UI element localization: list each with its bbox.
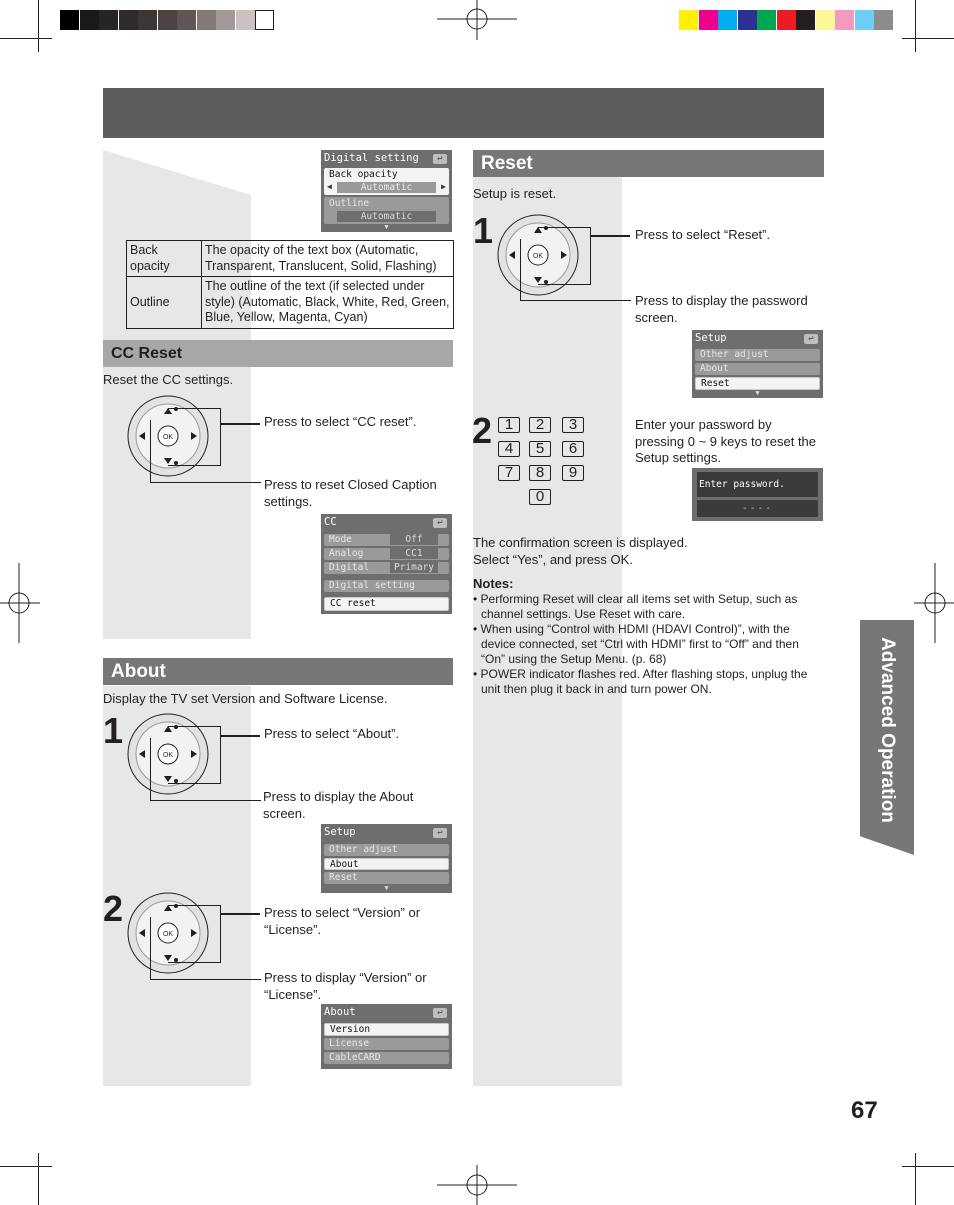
page-number: 67 (851, 1097, 878, 1124)
reset-heading: Reset (473, 150, 824, 177)
page-header-bar (103, 88, 824, 138)
cc-reset-item[interactable]: CC reset (324, 597, 449, 611)
about-step1-select: Press to select “About”. (264, 726, 400, 741)
password-prompt: Enter password. (697, 472, 818, 497)
callout-line (520, 239, 631, 301)
back-icon: ↩ (433, 518, 447, 528)
color-swatch (197, 10, 216, 30)
color-swatch (216, 10, 235, 30)
other-adjust-item[interactable]: Other adjust (695, 349, 820, 361)
item-label: Digital (329, 562, 370, 573)
color-swatch (679, 10, 698, 30)
callout-line (150, 917, 261, 980)
item-label: Mode (329, 534, 352, 545)
back-opacity-label: Back opacity (329, 169, 398, 180)
cablecard-item[interactable]: CableCARD (324, 1052, 449, 1064)
callout-line (150, 420, 261, 483)
cc-mode-item[interactable] (324, 534, 449, 546)
step-number: 1 (473, 210, 494, 251)
about-menu (321, 1004, 452, 1069)
menu-title: Setup (324, 826, 356, 838)
menu-title: Digital setting (324, 152, 419, 164)
note-text: Performing Reset will clear all items set with Setup, such as channel settings. Use Reset with care. (480, 592, 798, 621)
option-desc: The outline of the text (if selected under style) (Automatic, Black, White, Red, Green, Blue, Yellow, Magenta, Cyan) (202, 277, 454, 329)
color-swatch (757, 10, 776, 30)
scroll-down-icon: ▼ (384, 884, 389, 892)
back-icon: ↩ (433, 1008, 447, 1018)
key-8[interactable]: 8 (529, 465, 551, 481)
back-icon: ↩ (433, 154, 447, 164)
color-swatch (80, 10, 99, 30)
table-row (127, 277, 454, 329)
back-icon: ↩ (433, 828, 447, 838)
cc-reset-text: Press to reset Closed Caption settings. (264, 477, 437, 509)
cc-reset-heading: CC Reset (103, 340, 453, 367)
notes-heading: Notes: (473, 576, 514, 591)
outline-label: Outline (329, 198, 370, 209)
reset-step1-select: Press to select “Reset”. (635, 227, 771, 242)
scroll-down-icon: ▼ (755, 389, 760, 397)
confirm-line-1: The confirmation screen is displayed. (473, 535, 688, 550)
list-item: • Performing Reset will clear all items set with Setup, such as channel settings. Use Reset with care. (473, 592, 798, 621)
cc-select-text: Press to select “CC reset”. (264, 414, 417, 429)
key-4[interactable]: 4 (498, 441, 520, 457)
key-7[interactable]: 7 (498, 465, 520, 481)
list-item: • POWER indicator flashes red. After flashing stops, unplug the unit then plug it back in and turn power ON. (473, 667, 808, 696)
digital-setting-item[interactable]: Digital setting (324, 580, 449, 592)
about-intro: Display the TV set Version and Software License. (103, 691, 388, 706)
table-row (127, 241, 454, 277)
key-9[interactable]: 9 (562, 465, 584, 481)
scroll-down-icon: ▼ (384, 223, 389, 231)
color-swatch (255, 10, 274, 30)
cc-reset-intro: Reset the CC settings. (103, 372, 234, 387)
confirm-line-2: Select “Yes”, and press OK. (473, 552, 633, 567)
back-opacity-value: Automatic (337, 182, 436, 193)
color-swatch (119, 10, 138, 30)
color-swatch (777, 10, 796, 30)
item-label: Analog (329, 548, 364, 559)
password-screen (692, 468, 823, 521)
color-swatch (99, 10, 118, 30)
color-swatch (738, 10, 757, 30)
color-swatch (855, 10, 874, 30)
right-arrow-icon: ▶ (441, 182, 446, 191)
color-swatch (816, 10, 835, 30)
version-item[interactable]: Version (324, 1023, 449, 1036)
step-number: 1 (103, 710, 124, 751)
color-swatch (699, 10, 718, 30)
option-desc: The opacity of the text box (Automatic, Transparent, Translucent, Solid, Flashing) (202, 241, 454, 277)
about-item[interactable]: About (695, 363, 820, 375)
color-swatch (60, 10, 79, 30)
note-text: POWER indicator flashes red. After flashing stops, unplug the unit then plug it back in and turn power ON. (480, 667, 808, 696)
menu-title: Setup (695, 332, 727, 344)
key-2[interactable]: 2 (529, 417, 551, 433)
color-swatch (158, 10, 177, 30)
option-name: Outline (127, 277, 202, 329)
color-swatch (796, 10, 815, 30)
about-step1-display: Press to display the About screen. (263, 789, 414, 821)
item-value: CC1 (390, 548, 438, 559)
cc-menu (321, 514, 452, 614)
note-text: When using “Control with HDMI (HDAVI Control)”, with the device connected, set “Ctrl with HDMI” first to “Off” and then “On” using the Setup Menu. (p. 68) (480, 622, 799, 666)
reset-step2-text: Enter your password by pressing 0 ~ 9 keys to reset the Setup settings. (635, 417, 817, 465)
about-heading: About (103, 658, 453, 685)
registration-target-left (0, 563, 40, 643)
item-value: Primary (390, 562, 438, 573)
menu-title: About (324, 1006, 356, 1018)
outline-value: Automatic (337, 211, 436, 222)
back-icon: ↩ (804, 334, 818, 344)
color-swatch (236, 10, 255, 30)
callout-line (220, 913, 260, 915)
ok-button-label: OK (162, 434, 174, 441)
step-number: 2 (103, 888, 124, 929)
key-0[interactable]: 0 (529, 489, 551, 505)
reset-setup-menu (692, 330, 823, 398)
registration-target-top (437, 0, 517, 40)
other-adjust-item[interactable]: Other adjust (324, 844, 449, 856)
caption-options-table (126, 240, 454, 329)
key-1[interactable]: 1 (498, 417, 520, 433)
color-swatch (718, 10, 737, 30)
cc-analog-item[interactable] (324, 548, 449, 560)
color-swatch (138, 10, 157, 30)
notes-list (473, 592, 825, 697)
reset-item[interactable]: Reset (324, 872, 449, 884)
license-item[interactable]: License (324, 1038, 449, 1050)
key-5[interactable]: 5 (529, 441, 551, 457)
about-step2-display: Press to display “Version” or “License”. (264, 970, 427, 1002)
list-item: • When using “Control with HDMI (HDAVI Control)”, with the device connected, set “Ctrl with HDMI” first to “Off” and then “On” using the Setup Menu. (p. 68) (473, 622, 799, 666)
ok-button-label: OK (532, 253, 544, 260)
color-swatch (835, 10, 854, 30)
password-field[interactable]: ---- (697, 500, 818, 517)
ok-button-label: OK (162, 931, 174, 938)
cc-digital-item[interactable] (324, 562, 449, 574)
about-step2-select: Press to select “Version” or “License”. (264, 905, 421, 937)
outline-item[interactable] (324, 197, 449, 224)
about-item[interactable]: About (324, 858, 449, 870)
ok-button-label: OK (162, 752, 174, 759)
color-swatch (177, 10, 196, 30)
color-swatch (874, 10, 893, 30)
side-tab-label: Advanced Operation (877, 637, 898, 823)
about-setup-menu (321, 824, 452, 893)
registration-target-bottom (437, 1165, 517, 1205)
digital-setting-menu (321, 150, 452, 232)
key-6[interactable]: 6 (562, 441, 584, 457)
key-3[interactable]: 3 (562, 417, 584, 433)
reset-item[interactable]: Reset (695, 377, 820, 390)
callout-line (150, 738, 261, 801)
callout-line (590, 235, 630, 237)
menu-title: CC (324, 516, 337, 528)
item-value: Off (390, 534, 438, 545)
reset-step1-display: Press to display the password screen. (635, 293, 808, 325)
left-arrow-icon: ◀ (327, 182, 332, 191)
back-opacity-item[interactable] (324, 168, 449, 195)
step-number: 2 (472, 410, 493, 451)
reset-intro: Setup is reset. (473, 186, 557, 201)
registration-target-right (914, 563, 954, 643)
option-name: Back opacity (127, 241, 202, 277)
callout-line (220, 735, 260, 737)
